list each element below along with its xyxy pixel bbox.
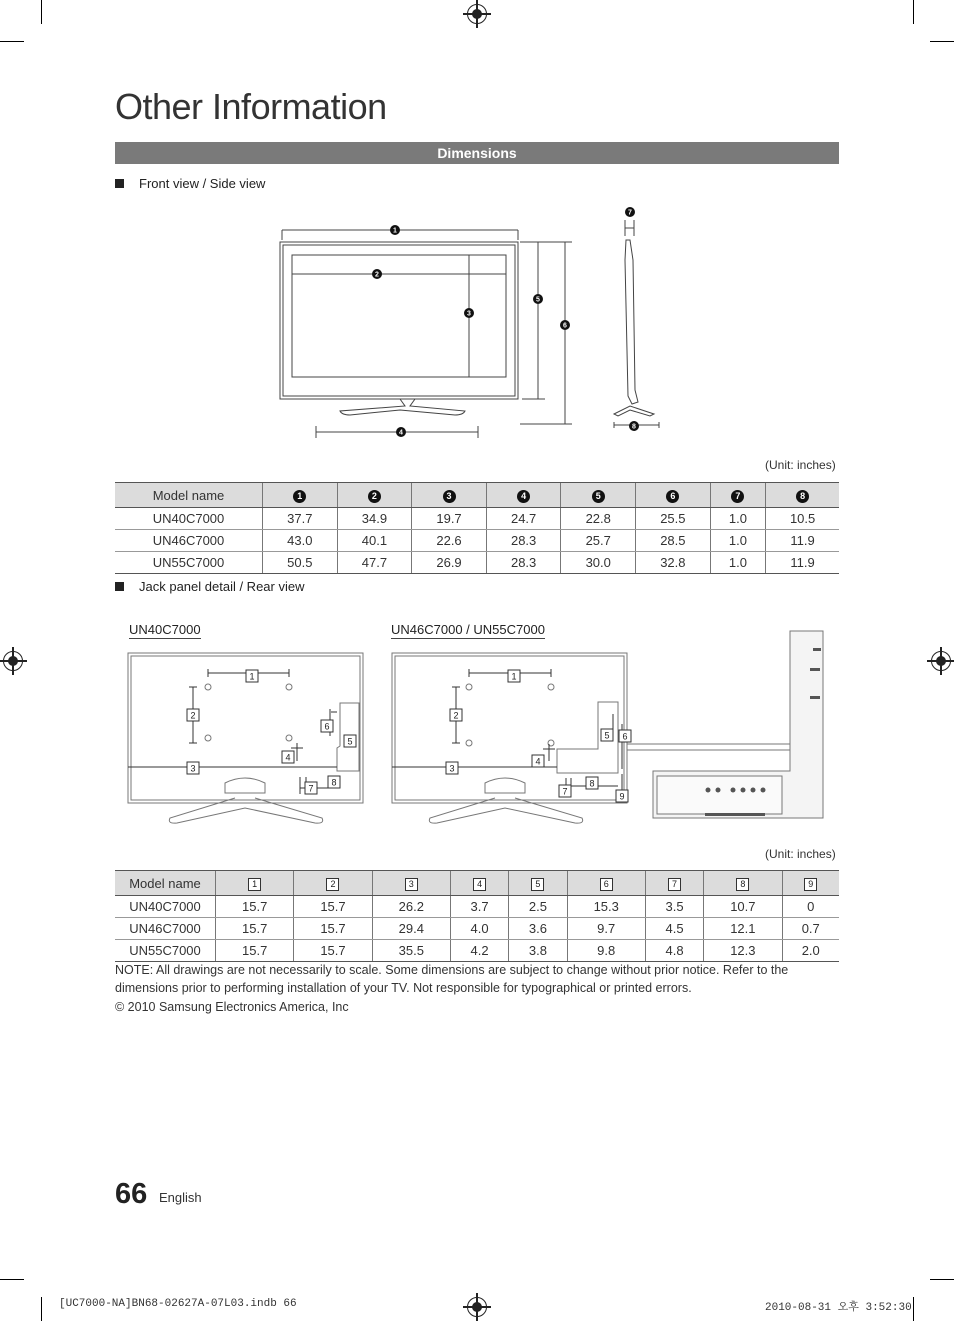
table-cell: 4.8	[645, 940, 703, 962]
svg-text:4: 4	[535, 756, 541, 767]
table-cell: 26.9	[412, 552, 487, 574]
svg-text:3: 3	[467, 310, 471, 318]
table-cell: UN55C7000	[115, 940, 216, 962]
table-cell: 10.5	[766, 508, 839, 530]
table-cell: 47.7	[337, 552, 412, 574]
table-cell: 4.0	[450, 918, 508, 940]
column-header: 2	[294, 871, 372, 896]
column-header: 2	[337, 483, 412, 508]
table-cell: 15.7	[294, 918, 372, 940]
table-cell: 28.3	[486, 530, 561, 552]
table-cell: 28.3	[486, 552, 561, 574]
crop-mark	[913, 0, 914, 24]
column-header: Model name	[115, 483, 263, 508]
table-cell: 40.1	[337, 530, 412, 552]
crop-mark	[913, 1297, 914, 1321]
table-cell: 15.7	[216, 896, 294, 918]
table-cell: 34.9	[337, 508, 412, 530]
svg-text:6: 6	[622, 731, 628, 742]
table-cell: 28.5	[636, 530, 711, 552]
table-cell: 2.5	[509, 896, 567, 918]
model-label-large: UN46C7000 / UN55C7000	[391, 622, 545, 637]
table-row	[115, 918, 839, 940]
svg-text:5: 5	[604, 730, 610, 741]
table-cell: 3.7	[450, 896, 508, 918]
svg-text:4: 4	[285, 752, 291, 763]
column-header: 7	[645, 871, 703, 896]
table-cell: 10.7	[704, 896, 782, 918]
table-cell: 30.0	[561, 552, 636, 574]
crop-mark	[0, 41, 24, 42]
svg-text:8: 8	[632, 423, 636, 431]
column-header: 8	[704, 871, 782, 896]
page-number: 66	[115, 1178, 148, 1210]
table-cell: 19.7	[412, 508, 487, 530]
column-header: Model name	[115, 871, 216, 896]
column-header: 4	[450, 871, 508, 896]
table-cell: 15.7	[294, 940, 372, 962]
svg-text:1: 1	[393, 227, 397, 235]
table-cell: 22.6	[412, 530, 487, 552]
svg-text:2: 2	[190, 710, 196, 721]
bullet-square-icon	[115, 582, 124, 591]
table-cell: 35.5	[372, 940, 450, 962]
table-cell: 15.7	[216, 918, 294, 940]
unit-label: (Unit: inches)	[765, 847, 836, 861]
column-header: 5	[561, 483, 636, 508]
table-cell: 43.0	[263, 530, 338, 552]
table-cell: 3.5	[645, 896, 703, 918]
crop-mark	[930, 1279, 954, 1280]
table-cell: 29.4	[372, 918, 450, 940]
table-cell: 25.7	[561, 530, 636, 552]
table-cell: 9.7	[567, 918, 645, 940]
table-cell: UN46C7000	[115, 918, 216, 940]
table-row	[115, 896, 839, 918]
table-cell: 15.3	[567, 896, 645, 918]
crop-mark	[930, 41, 954, 42]
table-cell: 11.9	[766, 552, 839, 574]
registration-mark-icon	[931, 651, 951, 671]
front-view-heading: Front view / Side view	[115, 176, 265, 191]
table-cell: 22.8	[561, 508, 636, 530]
jack-panel-dimension-table	[115, 870, 839, 962]
column-header: 1	[263, 483, 338, 508]
registration-mark-icon	[467, 4, 487, 24]
crop-mark	[41, 1297, 42, 1321]
disclaimer-note: NOTE: All drawings are not necessarily to scale. Some dimensions are subject to change without prior notice. Refer to the dimensions prior to performing installation of your TV. Not responsible for typographical or printed errors.	[115, 963, 789, 995]
svg-text:7: 7	[628, 209, 632, 217]
svg-text:7: 7	[308, 783, 314, 794]
crop-mark	[41, 0, 42, 24]
table-cell: UN40C7000	[115, 508, 263, 530]
table-cell: 26.2	[372, 896, 450, 918]
language-label: English	[159, 1190, 202, 1205]
table-cell: 3.6	[509, 918, 567, 940]
column-header: 9	[782, 871, 839, 896]
column-header: 7	[710, 483, 766, 508]
front-view-dimension-table	[115, 482, 839, 574]
section-header: Dimensions	[115, 142, 839, 164]
table-cell: 12.1	[704, 918, 782, 940]
table-cell: 2.0	[782, 940, 839, 962]
table-row	[115, 530, 839, 552]
table-cell: UN40C7000	[115, 896, 216, 918]
column-header: 6	[636, 483, 711, 508]
table-cell: 24.7	[486, 508, 561, 530]
bullet-square-icon	[115, 179, 124, 188]
table-cell: 37.7	[263, 508, 338, 530]
table-cell: 12.3	[704, 940, 782, 962]
page-title: Other Information	[115, 86, 387, 127]
svg-text:6: 6	[563, 322, 567, 330]
svg-text:8: 8	[589, 778, 595, 789]
jack-panel-heading: Jack panel detail / Rear view	[115, 579, 304, 594]
footer-file-info: [UC7000-NA]BN68-02627A-07L03.indb 66	[59, 1298, 297, 1310]
table-cell: 50.5	[263, 552, 338, 574]
column-header: 1	[216, 871, 294, 896]
table-cell: 1.0	[710, 508, 766, 530]
table-cell: UN55C7000	[115, 552, 263, 574]
registration-mark-icon	[467, 1297, 487, 1317]
unit-label: (Unit: inches)	[765, 458, 836, 472]
crop-mark	[0, 1279, 24, 1280]
svg-text:3: 3	[190, 763, 196, 774]
column-header: 3	[372, 871, 450, 896]
table-cell: 11.9	[766, 530, 839, 552]
svg-text:5: 5	[536, 296, 540, 304]
table-cell: UN46C7000	[115, 530, 263, 552]
svg-text:5: 5	[347, 736, 353, 747]
column-header: 4	[486, 483, 561, 508]
rear-view-diagram	[125, 628, 830, 833]
column-header: 5	[509, 871, 567, 896]
svg-text:1: 1	[249, 671, 255, 682]
svg-text:8: 8	[331, 777, 337, 788]
svg-text:4: 4	[399, 429, 403, 437]
svg-text:7: 7	[562, 786, 568, 797]
svg-text:3: 3	[449, 763, 455, 774]
column-header: 8	[766, 483, 839, 508]
note-block	[115, 962, 839, 1017]
column-header: 3	[412, 483, 487, 508]
table-cell: 32.8	[636, 552, 711, 574]
table-cell: 0	[782, 896, 839, 918]
svg-text:6: 6	[324, 721, 330, 732]
table-cell: 1.0	[710, 530, 766, 552]
table-cell: 9.8	[567, 940, 645, 962]
table-cell: 0.7	[782, 918, 839, 940]
svg-text:2: 2	[375, 271, 379, 279]
svg-text:2: 2	[453, 710, 459, 721]
table-cell: 4.5	[645, 918, 703, 940]
table-header-row	[115, 871, 839, 896]
model-label-small: UN40C7000	[129, 622, 201, 637]
table-row	[115, 552, 839, 574]
table-cell: 3.8	[509, 940, 567, 962]
table-cell: 1.0	[710, 552, 766, 574]
footer-timestamp: 2010-08-31 오후 3:52:30	[765, 1302, 912, 1314]
column-header: 6	[567, 871, 645, 896]
svg-text:1: 1	[511, 671, 517, 682]
registration-mark-icon	[3, 651, 23, 671]
svg-text:9: 9	[619, 791, 625, 802]
front-side-view-diagram	[270, 200, 680, 450]
table-row	[115, 508, 839, 530]
table-cell: 15.7	[216, 940, 294, 962]
copyright: © 2010 Samsung Electronics America, Inc	[115, 1000, 349, 1014]
table-row	[115, 940, 839, 962]
table-cell: 4.2	[450, 940, 508, 962]
table-header-row	[115, 483, 839, 508]
table-cell: 25.5	[636, 508, 711, 530]
table-cell: 15.7	[294, 896, 372, 918]
